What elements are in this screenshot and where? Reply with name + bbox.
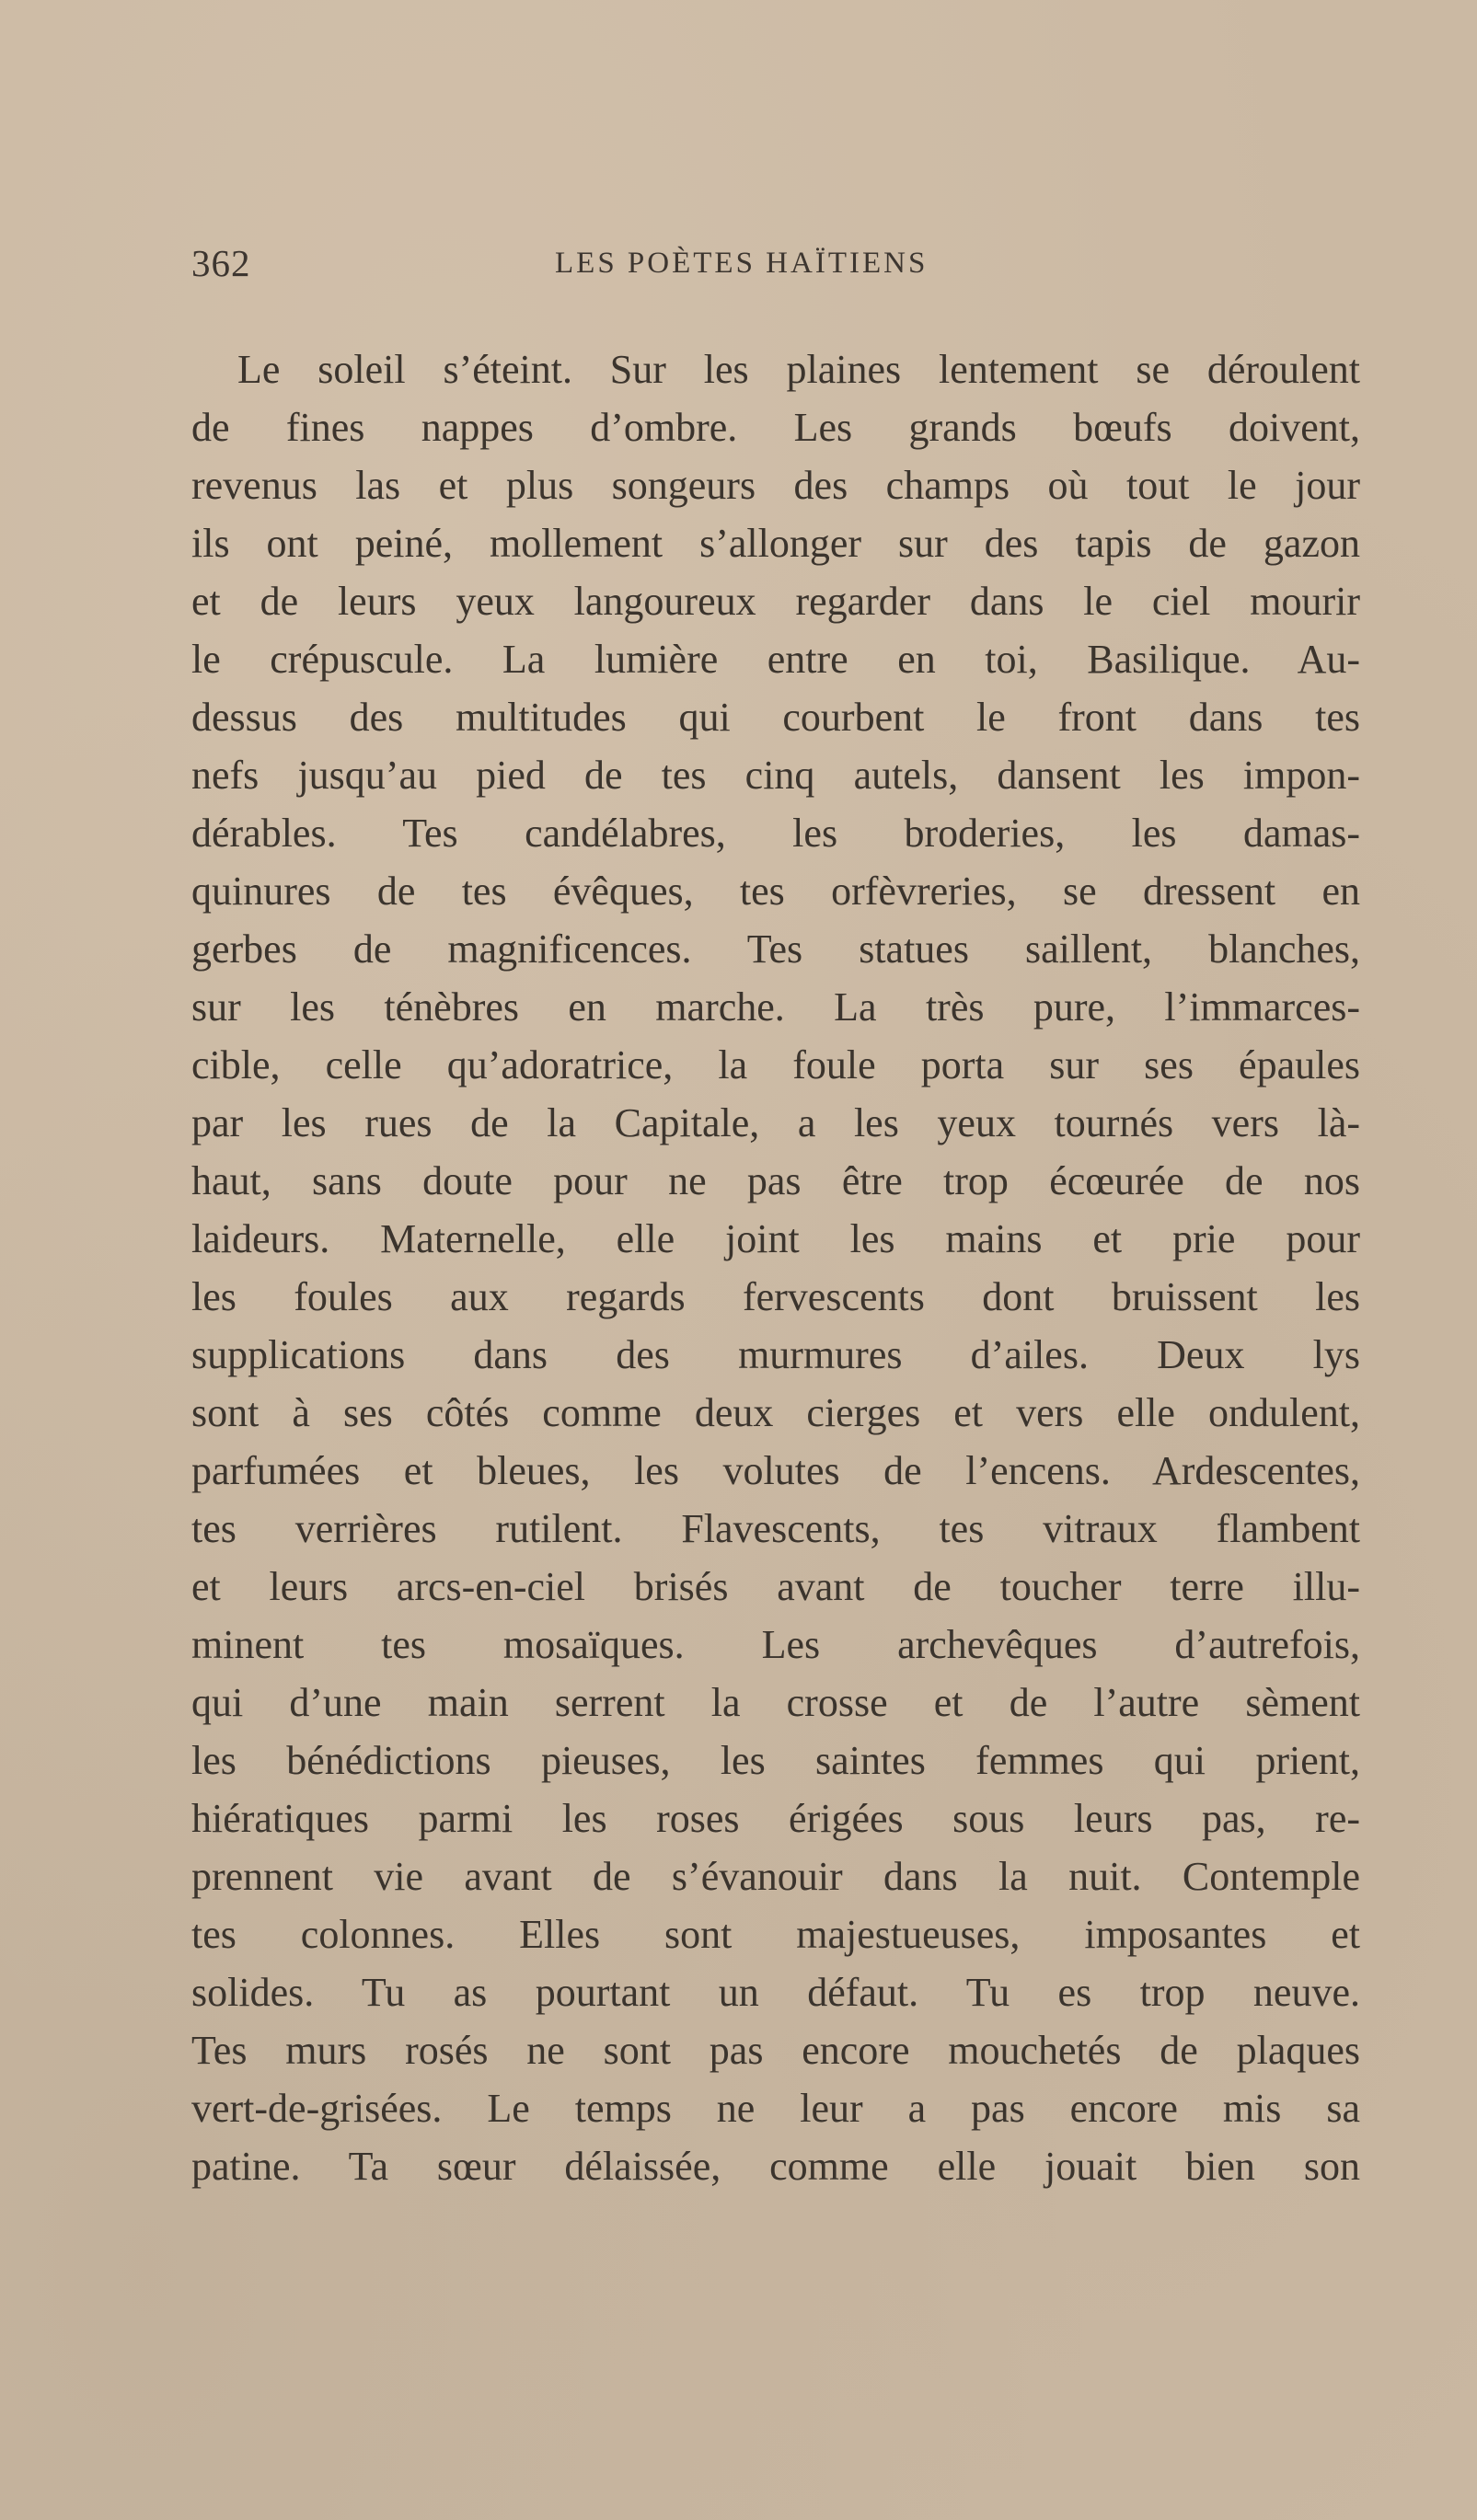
text-line: dérables. Tes candélabres, les broderies, les damas- — [191, 811, 1360, 856]
text-line: solides. Tu as pourtant un défaut. Tu es trop neuve. — [191, 1970, 1360, 2015]
text-line: haut, sans doute pour ne pas être trop écœurée de nos — [191, 1158, 1360, 1203]
text-line: ils ont peiné, mollement s’allonger sur des tapis de gazon — [191, 521, 1360, 566]
text-line: Tes murs rosés ne sont pas encore mouchetés de plaques — [191, 2028, 1360, 2073]
text-line: revenus las et plus songeurs des champs où tout le jour — [191, 463, 1360, 508]
text-line: qui d’une main serrent la crosse et de l’autre sèment — [191, 1680, 1360, 1725]
text-line: prennent vie avant de s’évanouir dans la nuit. Contemple — [191, 1854, 1360, 1899]
text-line: et leurs arcs-en-ciel brisés avant de toucher terre illu- — [191, 1564, 1360, 1609]
text-line: dessus des multitudes qui courbent le front dans tes — [191, 695, 1360, 740]
text-line: vert-de-grisées. Le temps ne leur a pas encore mis sa — [191, 2086, 1360, 2131]
text-line: tes verrières rutilent. Flavescents, tes vitraux flambent — [191, 1506, 1360, 1551]
page-number: 362 — [191, 242, 251, 284]
text-line: supplications dans des murmures d’ailes. Deux lys — [191, 1332, 1360, 1377]
text-line: cible, celle qu’adoratrice, la foule porta sur ses épaules — [191, 1042, 1360, 1087]
text-line: patine. Ta sœur délaissée, comme elle jouait bien son — [191, 2144, 1360, 2189]
body-text — [191, 340, 1360, 2195]
running-title: LES POÈTES HAÏTIENS — [555, 247, 929, 280]
text-line: hiératiques parmi les roses érigées sous leurs pas, re- — [191, 1796, 1360, 1841]
text-line: les bénédictions pieuses, les saintes femmes qui prient, — [191, 1738, 1360, 1783]
text-line: Le soleil s’éteint. Sur les plaines lentement se déroulent — [237, 347, 1360, 392]
text-line: et de leurs yeux langoureux regarder dans le ciel mourir — [191, 579, 1360, 624]
running-head — [191, 241, 1360, 296]
text-line: sont à ses côtés comme deux cierges et vers elle ondulent, — [191, 1390, 1360, 1435]
text-line: quinures de tes évêques, tes orfèvreries, se dressent en — [191, 869, 1360, 914]
text-line: gerbes de magnificences. Tes statues saillent, blanches, — [191, 926, 1360, 972]
text-line: sur les ténèbres en marche. La très pure, l’immarces- — [191, 984, 1360, 1030]
text-line: le crépuscule. La lumière entre en toi, Basilique. Au- — [191, 637, 1360, 682]
text-line: tes colonnes. Elles sont majestueuses, imposantes et — [191, 1912, 1360, 1957]
text-line: de fines nappes d’ombre. Les grands bœufs doivent, — [191, 405, 1360, 450]
text-line: nefs jusqu’au pied de tes cinq autels, dansent les impon- — [191, 753, 1360, 798]
text-line: laideurs. Maternelle, elle joint les mains et prie pour — [191, 1216, 1360, 1261]
text-line: parfumées et bleues, les volutes de l’encens. Ardescentes, — [191, 1448, 1360, 1493]
text-line: minent tes mosaïques. Les archevêques d’autrefois, — [191, 1622, 1360, 1667]
text-line: par les rues de la Capitale, a les yeux tournés vers là- — [191, 1100, 1360, 1145]
text-line: les foules aux regards fervescents dont bruissent les — [191, 1274, 1360, 1319]
